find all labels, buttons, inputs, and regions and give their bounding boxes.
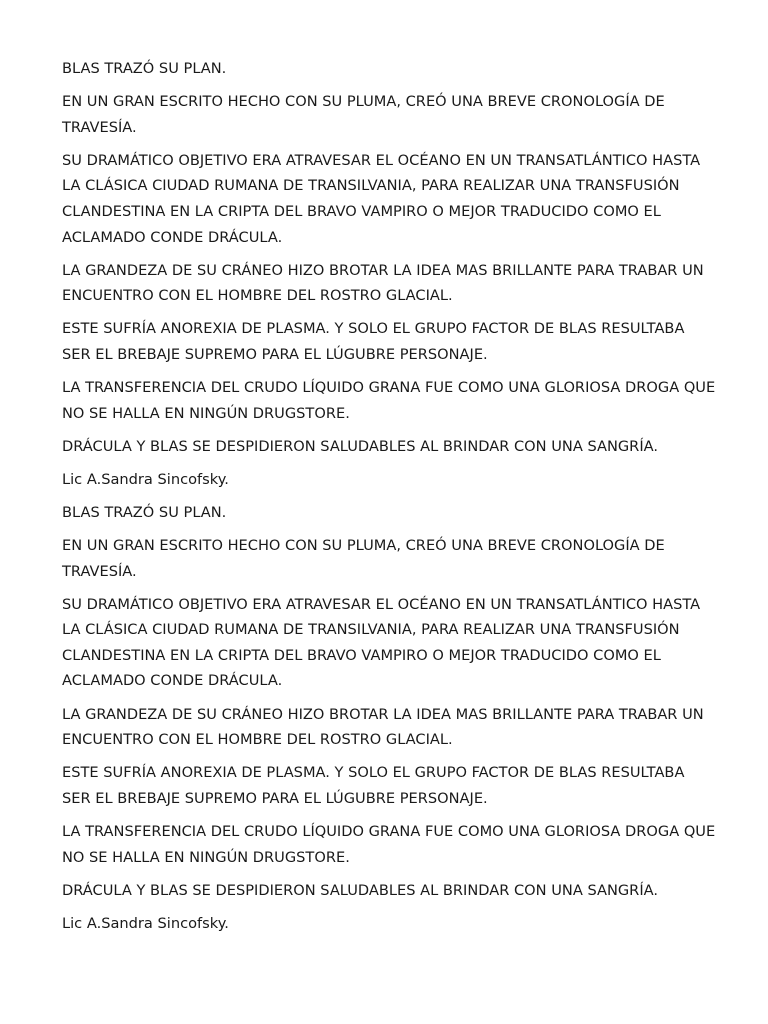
paragraph: LA GRANDEZA DE SU CRÁNEO HIZO BROTAR LA IDEA MAS BRILLANTE PARA TRABAR UN ENCUENTRO CON EL HOMBRE DEL ROSTRO GLACIAL. — [62, 261, 704, 305]
paragraph: LA TRANSFERENCIA DEL CRUDO LÍQUIDO GRANA FUE COMO UNA GLORIOSA DROGA QUE NO SE HALLA EN NINGÚN DRUGSTORE. — [62, 379, 716, 422]
paragraph-title: BLAS TRAZÓ SU PLAN. — [62, 60, 227, 77]
paragraph-title: BLAS TRAZÓ SU PLAN. — [62, 503, 227, 521]
paragraph: EN UN GRAN ESCRITO HECHO CON SU PLUMA, CREÓ UNA BREVE CRONOLOGÍA DE TRAVESÍA. — [62, 537, 665, 580]
paragraph: DRÁCULA Y BLAS SE DESPIDIERON SALUDABLES AL BRINDAR CON UNA SANGRÍA. — [62, 881, 658, 899]
paragraph: ESTE SUFRÍA ANOREXIA DE PLASMA. Y SOLO EL GRUPO FACTOR DE BLAS RESULTABA SER EL BREBAJE SUPREMO PARA EL LÚGUBRE PERSONAJE. — [62, 320, 685, 363]
paragraph: LA TRANSFERENCIA DEL CRUDO LÍQUIDO GRANA FUE COMO UNA GLORIOSA DROGA QUE NO SE HALLA EN NINGÚN DRUGSTORE. — [62, 822, 716, 866]
paragraph: ESTE SUFRÍA ANOREXIA DE PLASMA. Y SOLO EL GRUPO FACTOR DE BLAS RESULTABA SER EL BREBAJE SUPREMO PARA EL LÚGUBRE PERSONAJE. — [62, 764, 685, 807]
paragraph: SU DRAMÁTICO OBJETIVO ERA ATRAVESAR EL OCÉANO EN UN TRANSATLÁNTICO HASTA LA CLÁSICA CIUDAD RUMANA DE TRANSILVANIA, PARA REALIZAR UNA TRANSFUSIÓN CLANDESTINA EN LA CRIPTA DEL BRAVO VAMPIRO O MEJOR TRADUCIDO COMO EL ACLAMADO CONDE DRÁCULA. — [62, 151, 701, 246]
paragraph: LA GRANDEZA DE SU CRÁNEO HIZO BROTAR LA IDEA MAS BRILLANTE PARA TRABAR UN ENCUENTRO CON EL HOMBRE DEL ROSTRO GLACIAL. — [62, 705, 704, 749]
paragraph: SU DRAMÁTICO OBJETIVO ERA ATRAVESAR EL OCÉANO EN UN TRANSATLÁNTICO HASTA LA CLÁSICA CIUDAD RUMANA DE TRANSILVANIA, PARA REALIZAR UNA TRANSFUSIÓN CLANDESTINA EN LA CRIPTA DEL BRAVO VAMPIRO O MEJOR TRADUCIDO COMO EL ACLAMADO CONDE DRÁCULA. — [62, 595, 701, 690]
paragraph: EN UN GRAN ESCRITO HECHO CON SU PLUMA, CREÓ UNA BREVE CRONOLOGÍA DE TRAVESÍA. — [62, 93, 665, 136]
author-signature: Lic A.Sandra Sincofsky. — [62, 914, 229, 932]
author-signature: Lic A.Sandra Sincofsky. — [62, 470, 229, 488]
paragraph: DRÁCULA Y BLAS SE DESPIDIERON SALUDABLES AL BRINDAR CON UNA SANGRÍA. — [62, 437, 658, 455]
